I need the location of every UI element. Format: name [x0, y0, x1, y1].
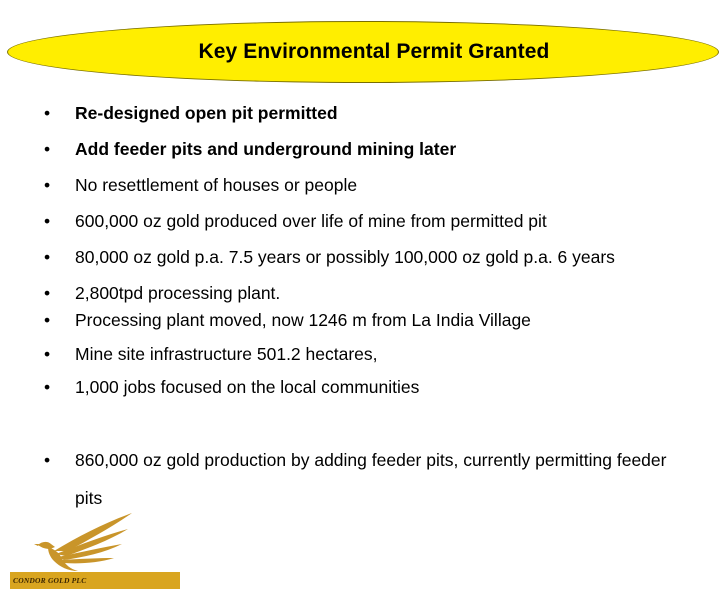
bullet-text: 2,800tpd processing plant.	[75, 283, 281, 303]
bullet-item	[44, 337, 714, 371]
bullet-icon: •	[44, 283, 51, 303]
bullet-icon: •	[44, 175, 51, 195]
bullet-icon: •	[44, 344, 51, 364]
bullet-text: Mine site infrastructure 501.2 hectares,	[75, 344, 378, 364]
bullet-icon: •	[44, 377, 51, 397]
bullet-text: 860,000 oz gold production by adding feeder pits, currently permitting feeder pits	[75, 450, 667, 508]
bullet-item	[44, 168, 714, 202]
bullet-icon: •	[44, 247, 51, 267]
page-title: Key Environmental Permit Granted	[198, 40, 550, 63]
bullet-text: Add feeder pits and underground mining later	[75, 139, 457, 159]
bullet-item	[44, 96, 714, 130]
condor-bird-logo-icon	[24, 511, 134, 573]
logo-band	[10, 572, 180, 589]
title-banner	[7, 21, 719, 83]
bullet-text: Re-designed open pit permitted	[75, 103, 338, 123]
bullet-item	[44, 370, 714, 404]
company-logo	[10, 511, 182, 589]
bullet-text: 1,000 jobs focused on the local communities	[75, 377, 420, 397]
bullet-item	[44, 303, 714, 337]
bullet-text: 600,000 oz gold produced over life of mine from permitted pit	[75, 211, 547, 231]
bullet-item	[44, 240, 714, 274]
bullet-item	[44, 204, 714, 238]
bullet-icon: •	[44, 211, 51, 231]
bullet-icon: •	[44, 139, 51, 159]
bullet-icon: •	[44, 103, 51, 123]
bullet-icon: •	[44, 310, 51, 330]
bullet-item	[44, 441, 694, 517]
bullet-item	[44, 132, 714, 166]
bullet-text: 80,000 oz gold p.a. 7.5 years or possibly 100,000 oz gold p.a. 6 years	[75, 247, 615, 267]
bullet-text: Processing plant moved, now 1246 m from La India Village	[75, 310, 531, 330]
bullet-icon: •	[44, 450, 51, 470]
logo-text: CONDOR GOLD PLC	[13, 576, 87, 585]
bullet-text: No resettlement of houses or people	[75, 175, 358, 195]
